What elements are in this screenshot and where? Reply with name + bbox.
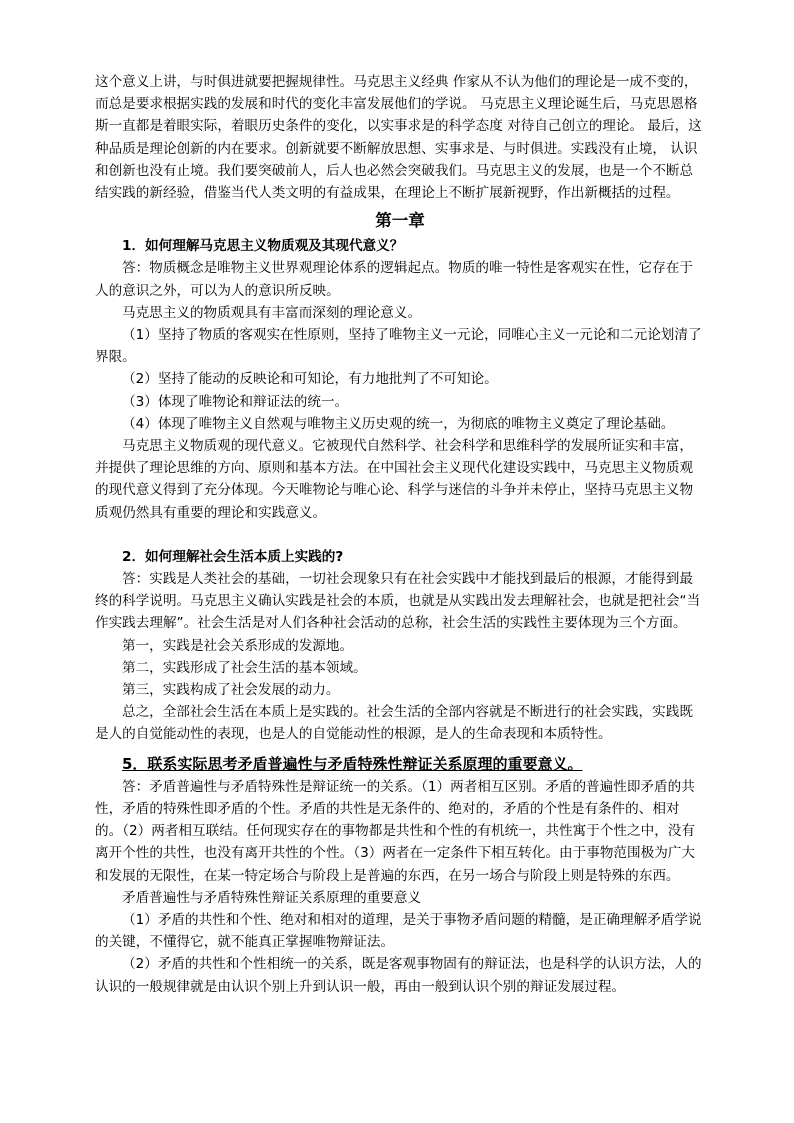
- question-5-title: 5．联系实际思考矛盾普遍性与矛盾特殊性辩证关系原理的重要意义。: [122, 754, 583, 773]
- question-2-point: 第一，实践是社会关系形成的发源地。: [122, 637, 354, 654]
- spacer: [95, 524, 705, 546]
- question-1-point: （2）坚持了能动的反映论和可知论，有力地批判了不可知论。: [122, 371, 498, 388]
- question-1-point: （3）体现了唯物论和辩证法的统一。: [122, 393, 349, 410]
- question-2-answer: 答：实践是人类社会的基础，一切社会现象只有在社会实践中才能找到最后的根源，才能得到最终的科学说明。马克思主义确认实践是社会的本质，也就是从实践出发去理解社会，也就是把社会“当作实践去理解”。社会生活是对人们各种社会活动的总称，社会生活的实践性主要体现为三个方面。: [95, 571, 701, 632]
- question-1-answer: 答：物质概念是唯物主义世界观理论体系的逻辑起点。物质的唯一特性是客观实在性，它存在于人的意识之外，可以为人的意识所反映。: [95, 260, 693, 299]
- question-5-answer: 答：矛盾普遍性与矛盾特殊性是辩证统一的关系。（1）两者相互区别。矛盾的普遍性即矛盾的共性，矛盾的特殊性即矛盾的个性。矛盾的共性是无条件的、绝对的，矛盾的个性是有条件的、相对的。（2）两者相互联结。任何现实存在的事物都是共性和个性的有机统一，共性寓于个性之中，没有离开个性的共性，也没有离开共性的个性。（3）两者在一定条件下相互转化。由于事物范围极为广大和发展的无限性，在某一特定场合与阶段上是普遍的东西，在另一场合与阶段上则是特殊的东西。: [95, 778, 695, 884]
- question-5-point: （2）矛盾的共性和个性相统一的关系，既是客观事物固有的辩证法，也是科学的认识方法，人的认识的一般规律就是由认识个别上升到认识一般，再由一般到认识个别的辩证发展过程。: [95, 956, 702, 995]
- question-1-lead: 马克思主义的物质观具有丰富而深刻的理论意义。: [122, 304, 422, 321]
- intro-paragraph: 这个意义上讲，与时俱进就要把握规律性。马克思主义经典 作家从不认为他们的理论是一成不变的，而总是要求根据实践的发展和时代的变化丰富发展他们的学说。 马克思主义理论诞生后，马克思恩格斯一直都是着眼实际，着眼历史条件的变化，以实事求是的科学态度 对待自己创立的理论。 最后，这种品质是理论创新的内在要求。创新就要不断解放思想、实事求是、与时俱进。实践没有止境， 认识和创新也没有止境。我们要突破前人，后人也必然会突破我们。马克思主义的发展，也是一个不断总 结实践的新经验，借鉴当代人类文明的有益成果，在理论上不断扩展新视野，作出新概括的过程。: [95, 74, 702, 202]
- question-2-title: 2．如何理解社会生活本质上实践的?: [122, 548, 344, 565]
- question-5-point: （1）矛盾的共性和个性、绝对和相对的道理，是关于事物矛盾问题的精髓，是正确理解矛盾学说的关键，不懂得它，就不能真正掌握唯物辩证法。: [95, 911, 702, 951]
- question-1-point: （4）体现了唯物主义自然观与唯物主义历史观的统一，为彻底的唯物主义奠定了理论基础。: [122, 415, 675, 432]
- question-2-closing: 总之，全部社会生活在本质上是实践的。社会生活的全部内容就是不断进行的社会实践，实践既是人的自觉能动性的表现，也是人的自觉能动性的根源，是人的生命表现和本质特性。: [95, 704, 693, 743]
- question-1-closing: 马克思主义物质观的现代意义。它被现代自然科学、社会科学和思维科学的发展所证实和丰富，并提供了理论思维的方向、原则和基本方法。在中国社会主义现代化建设实践中，马克思主义物质观的现代意义得到了充分体现。今天唯物论与唯心论、科学与迷信的斗争并未停止，坚持马克思主义物质观仍然具有重要的理论和实践意义。: [95, 438, 694, 521]
- chapter-heading: 第一章: [375, 211, 425, 231]
- question-1-point: （1）坚持了物质的客观实在性原则，坚持了唯物主义一元论，同唯心主义一元论和二元论划清了界限。: [95, 327, 702, 366]
- question-5-lead: 矛盾普遍性与矛盾特殊性辩证关系原理的重要意义: [122, 889, 422, 906]
- question-1-title: 1．如何理解马克思主义物质观及其现代意义？: [122, 238, 404, 255]
- question-2-point: 第二，实践形成了社会生活的基本领域。: [122, 659, 367, 676]
- question-2-point: 第三，实践构成了社会发展的动力。: [122, 682, 340, 699]
- document-page: [95, 71, 705, 998]
